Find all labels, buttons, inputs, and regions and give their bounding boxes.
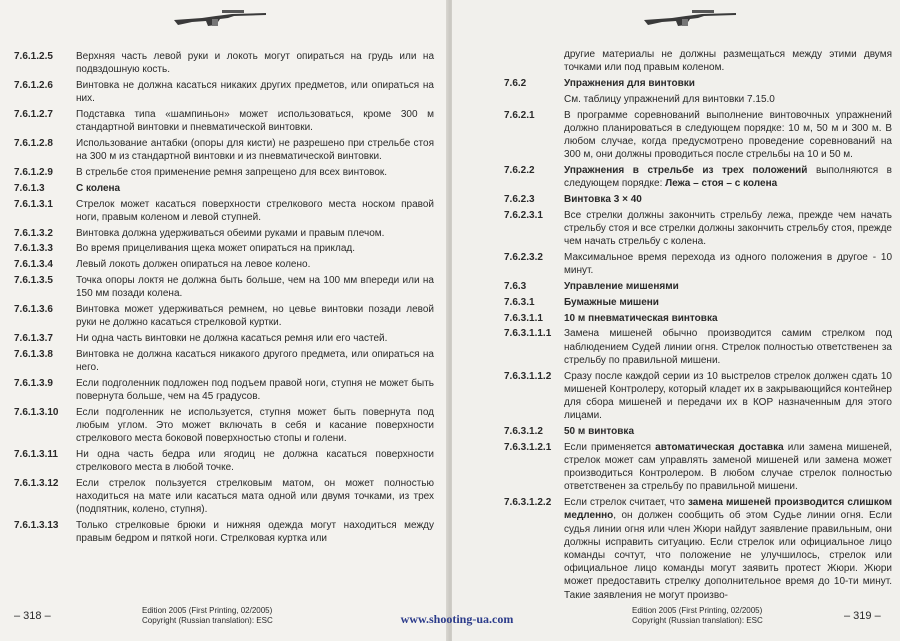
rule-number: 7.6.1.3.2 xyxy=(14,227,53,239)
rule-number: 7.6.1.2.7 xyxy=(14,109,53,120)
right-page-text xyxy=(504,48,892,604)
rule-paragraph xyxy=(14,166,434,179)
rule-text: Ни одна часть винтовки не должна касаться ремня или его частей. xyxy=(76,332,388,344)
rule-text: Если стрелок считает, что замена мишеней производится слишком медленно, он должен сообщить об этом Судье линии огня. Если судья линии огня или член Жюри найдут заявление правильным, они должны исправить ситуацию. Если стрелок или официальное лицо команды сочтут, что положение не улучшилось, стрелок или официальное лицо команды могут заявить протест Жюри. Жюри может предоставить стрелку дополнительное время до 10-ти минут. Такие заявления не могут произво- xyxy=(564,497,893,601)
rule-number: 7.6.1.3.9 xyxy=(14,377,53,389)
right-page xyxy=(452,0,900,641)
rule-paragraph xyxy=(14,303,434,329)
rule-number: 7.6.1.2.5 xyxy=(14,51,53,62)
rule-number: 7.6.2 xyxy=(504,78,527,89)
rule-number: 7.6.2.3.2 xyxy=(504,252,543,263)
footer-edition: Edition 2005 (First Printing, 02/2005) xyxy=(632,606,763,615)
rule-number: 7.6.3.1.1.2 xyxy=(504,370,552,382)
rule-paragraph xyxy=(14,137,434,163)
rule-number: 7.6.1.3.3 xyxy=(14,243,53,255)
rule-number xyxy=(504,93,564,106)
rule-text: Если стрелок пользуется стрелковым матом, он может полностью находиться на мате или касаться мата одной или двумя точками, из трех (подпятник, колено, ступня). xyxy=(76,477,434,516)
section-heading xyxy=(504,312,892,325)
rule-number: 7.6.1.3.10 xyxy=(14,406,59,418)
rule-paragraph xyxy=(14,332,434,345)
rule-text: Винтовка может удерживаться ремнем, но цевье винтовки позади левой руки не должно касаться стрелковой куртки. xyxy=(76,303,434,329)
rule-number: 7.6.1.3.7 xyxy=(14,332,53,344)
rule-text: Только стрелковые брюки и нижняя одежда могут находиться между правым бедром и пяткой ноги. Стрелковая куртка или xyxy=(76,520,434,545)
rule-number: 7.6.1.3.12 xyxy=(14,477,59,489)
footer-edition: Edition 2005 (First Printing, 02/2005) xyxy=(142,606,273,615)
rule-text: Если подголенник подложен под подъем правой ноги, ступня не может быть повернута больше, чем на 45 градусов. xyxy=(76,377,434,402)
section-heading xyxy=(504,425,892,438)
rule-number: 7.6.3.1.2 xyxy=(504,426,543,437)
rule-number: 7.6.3.1.2.2 xyxy=(504,497,552,509)
rule-number: 7.6.1.2.8 xyxy=(14,138,53,149)
rule-text: Упражнения для винтовки xyxy=(564,78,695,89)
rule-number: 7.6.3.1 xyxy=(504,296,535,308)
footer-right xyxy=(632,606,763,626)
section-heading xyxy=(504,193,892,206)
rule-paragraph xyxy=(14,348,434,374)
rule-paragraph xyxy=(14,274,434,300)
watermark-link[interactable]: www.shooting-ua.com xyxy=(400,612,514,626)
rule-text: Если подголенник не используется, ступня может быть повернута под любым углом. Это может включать в себя и касание поверхности стрелкового места боковой поверхностью стопы и голени. xyxy=(76,406,434,445)
rifle-icon xyxy=(642,4,738,30)
rule-paragraph xyxy=(504,370,892,423)
rule-paragraph xyxy=(14,406,434,446)
rule-number: 7.6.1.3.1 xyxy=(14,198,53,210)
rule-paragraph xyxy=(504,251,892,277)
rule-text: Упражнения в стрельбе из трех положений выполняются в следующем порядке: Лежа – стоя – с колена xyxy=(564,165,892,190)
rule-number: 7.6.2.2 xyxy=(504,165,535,176)
rule-paragraph xyxy=(14,477,434,517)
page-number-left: – 318 – xyxy=(14,610,51,622)
rule-text: Максимальное время перехода из одного положения в другое - 10 минут. xyxy=(564,252,892,277)
rule-number: 7.6.2.1 xyxy=(504,109,535,121)
rule-paragraph xyxy=(14,258,434,271)
rule-number: 7.6.1.3.11 xyxy=(14,448,58,460)
rule-paragraph xyxy=(14,198,434,224)
section-heading xyxy=(504,77,892,90)
rule-text: 50 м винтовка xyxy=(564,426,634,437)
footer-copyright: Copyright (Russian translation): ESC xyxy=(142,616,273,625)
rule-paragraph xyxy=(14,50,434,76)
rule-text: В программе соревнований выполнение винтовочных упражнений должно планироваться в следующем порядке: 10 м, 50 м и 300 м. В любом случае, когда предусмотрено проведение соревнований на 300 м, они должны проводиться после стрельбы на 10 и 50 м. xyxy=(564,109,892,161)
rule-text: См. таблицу упражнений для винтовки 7.15.0 xyxy=(564,93,775,105)
rule-text: Винтовка 3 × 40 xyxy=(564,194,642,205)
rule-paragraph xyxy=(14,519,434,545)
rule-paragraph xyxy=(14,377,434,403)
left-page xyxy=(0,0,448,641)
rule-text: Верхняя часть левой руки и локоть могут опираться на грудь или на подвздошную кость. xyxy=(76,51,434,76)
rule-number: 7.6.1.3.8 xyxy=(14,348,53,360)
rule-paragraph xyxy=(14,108,434,134)
continued-paragraph: другие материалы не должны размещаться между этими двумя точками или под правым коленом. xyxy=(564,49,892,74)
rule-number: 7.6.3.1.2.1 xyxy=(504,441,552,453)
section-heading xyxy=(14,182,434,195)
rule-number: 7.6.3 xyxy=(504,281,527,292)
rule-text: Левый локоть должен опираться на левое колено. xyxy=(76,259,311,271)
rule-text: В стрельбе стоя применение ремня запрещено для всех винтовок. xyxy=(76,167,388,178)
rule-paragraph xyxy=(504,441,892,494)
rule-number: 7.6.1.2.9 xyxy=(14,167,53,178)
rule-paragraph xyxy=(504,209,892,249)
rule-text: Все стрелки должны закончить стрельбу лежа, прежде чем начать стрельбу стоя и все стрелки должны закончить стрельбу стоя, прежде чем начать стрельбу с колена. xyxy=(564,209,892,248)
rule-text: Использование антабки (опоры для кисти) не разрешено при стрельбе стоя на 300 м из стандартной винтовки и из пневматической винтовки. xyxy=(76,138,434,163)
footer-left xyxy=(142,606,273,626)
rule-number: 7.6.1.3.13 xyxy=(14,520,59,532)
rule-text: Во время прицеливания щека может опираться на приклад. xyxy=(76,243,355,255)
rule-text: Винтовка должна удерживаться обеими руками и правым плечом. xyxy=(76,227,385,239)
rule-text: 10 м пневматическая винтовка xyxy=(564,312,718,324)
rule-number: 7.6.3.1.1 xyxy=(504,312,543,324)
rule-paragraph xyxy=(504,496,892,602)
section-heading xyxy=(504,296,892,309)
rule-text: Замена мишеней обычно производится самим стрелком под наблюдением Судей линии огня. Стрелок полностью ответственен за стрельбу по правильной мишени. xyxy=(564,328,892,366)
rule-text: Стрелок может касаться поверхности стрелкового места носком правой ноги, правым коленом и левой ступней. xyxy=(76,198,434,223)
rule-paragraph xyxy=(504,93,892,106)
rule-paragraph xyxy=(14,79,434,105)
rifle-icon xyxy=(172,4,268,30)
rule-paragraph xyxy=(14,448,434,474)
rule-text: Подставка типа «шампиньон» может использоваться, кроме 300 м стандартной винтовки и пневматической винтовки. xyxy=(76,109,434,134)
rule-text: Винтовка не должна касаться никаких других предметов, или опираться на них. xyxy=(76,80,434,105)
rule-text: С колена xyxy=(76,182,121,194)
rule-paragraph xyxy=(504,109,892,162)
rule-text: Сразу после каждой серии из 10 выстрелов стрелок должен сдать 10 мишеней Контролеру, который кладет их в закрывающийся контейнер для сбора мишеней и передачи их в КОР назначенным для этого лицами. xyxy=(564,370,892,422)
footer-copyright: Copyright (Russian translation): ESC xyxy=(632,616,763,625)
rule-number: 7.6.1.3.6 xyxy=(14,303,53,315)
rule-text: Управление мишенями xyxy=(564,281,679,292)
rule-paragraph xyxy=(504,164,892,190)
rule-text: Точка опоры локтя не должна быть больше, чем на 100 мм впереди или на 150 мм позади колена. xyxy=(76,274,434,300)
rule-number: 7.6.3.1.1.1 xyxy=(504,328,552,340)
left-page-text xyxy=(14,50,434,548)
rule-text: Винтовка не должна касаться никакого другого предмета, или опираться на него. xyxy=(76,348,434,373)
page-number-right: – 319 – xyxy=(844,610,881,622)
rule-number: 7.6.2.3 xyxy=(504,194,535,205)
rule-paragraph xyxy=(14,227,434,240)
rule-number: 7.6.2.3.1 xyxy=(504,209,543,221)
rule-paragraph xyxy=(504,327,892,367)
rule-number: 7.6.1.3 xyxy=(14,182,45,194)
rule-paragraph xyxy=(14,242,434,255)
rule-text: Если применяется автоматическая доставка или замена мишеней, стрелок может сам управлять заменой мишеней или замена может производиться Контролером. В любом случае стрелок полностью ответственен за стрельбу по правильной мишени. xyxy=(564,441,892,493)
section-heading xyxy=(504,280,892,293)
rule-text: Бумажные мишени xyxy=(564,296,659,308)
rule-number: 7.6.1.3.5 xyxy=(14,274,53,286)
rule-text: Ни одна часть бедра или ягодиц не должна касаться поверхности стрелкового места в любой точке. xyxy=(76,448,434,474)
rule-number: 7.6.1.2.6 xyxy=(14,80,53,91)
rule-number: 7.6.1.3.4 xyxy=(14,259,53,271)
